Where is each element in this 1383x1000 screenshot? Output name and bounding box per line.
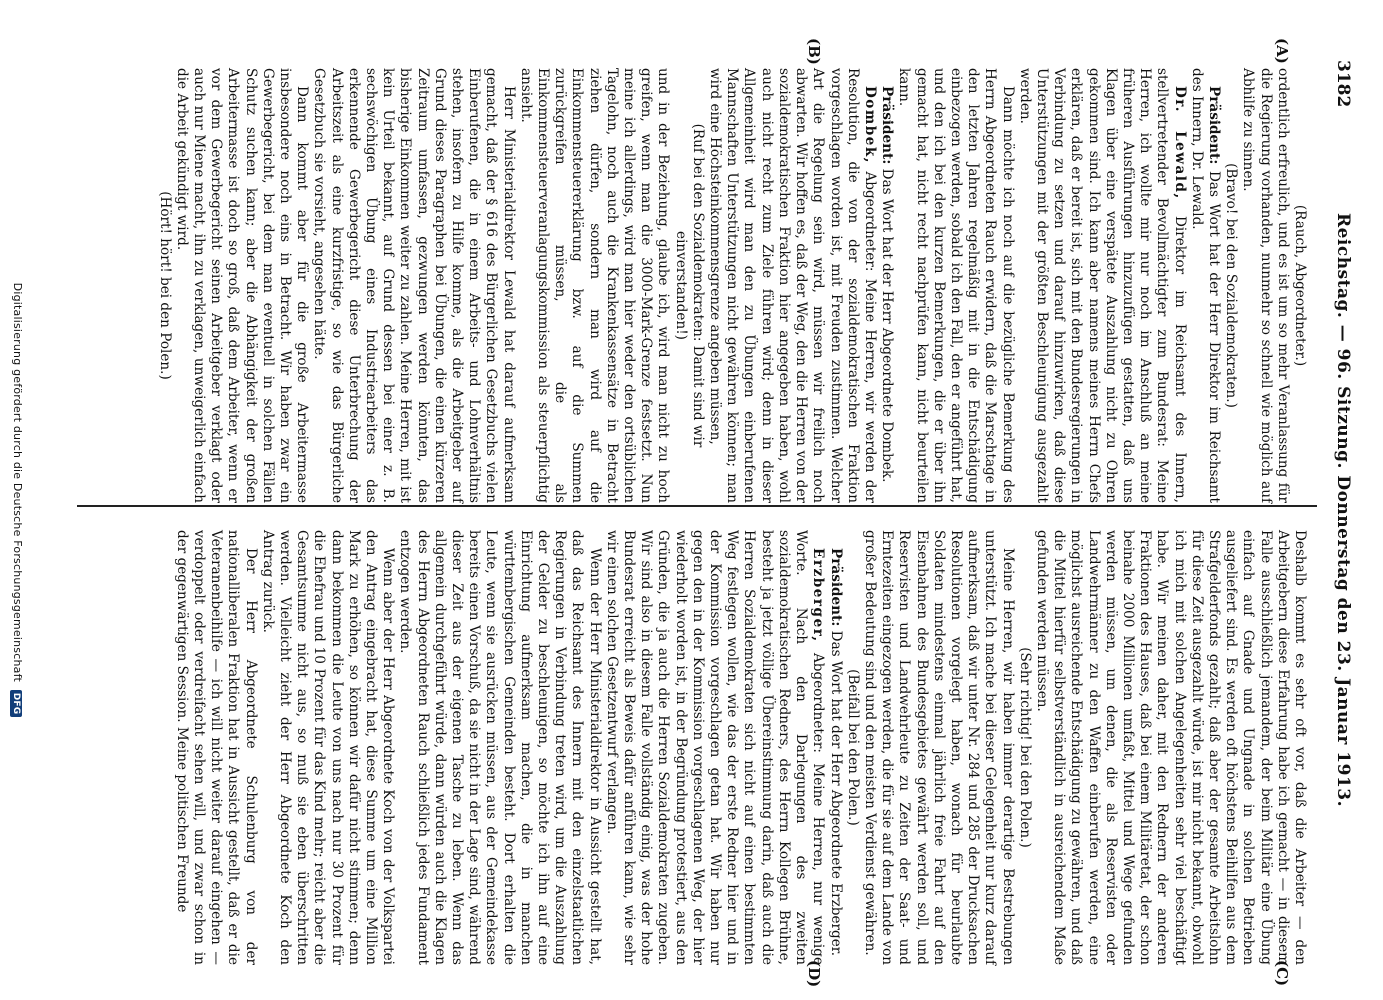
paragraph: Präsident: Das Wort hat der Herr Abgeordnete Dombek. (879, 86, 896, 483)
margin-mark-d: (D) (805, 960, 823, 988)
margin-mark-c: (C) (1273, 960, 1291, 987)
reaction: (Bravo! bei den Sozialdemokraten.) (1223, 163, 1240, 408)
speaker-label: Präsident: (879, 86, 896, 165)
left-column (155, 68, 1308, 503)
paragraph: Herr Ministerialdirektor Lewald hat darauf aufmerksam gemacht, daß der § 616 des Bürgerlichen Gesetzbuchs vielen Einberufenen, die in einem Arbeits- und Lohnverhältnis stehen, insofern zu Hilfe komme, als die Arbeitgeber auf Grund dieses Paragraphen bei Übungen, die einen kürzeren Zeitraum umfassen, gezwungen werden könnten, das bisherige Einkommen weiter zu zahlen. Meine Herren, mit ist kein Urteil bekannt, auf Grund dessen bei einer z. B. sechswöchigen Übung eines Industriearbeiters das erkennende Gewerbegericht diese Unterbrechung der Arbeitszeit als eine kurzfristige, so wie das Bürgerliche Gesetzbuch sie vorsieht, angesehen hätte. (311, 68, 517, 503)
paragraph: Meine Herren, wir haben immer derartige Bestrebungen unterstützt. Ich mache bei dieser Gelegenheit nur kurz darauf aufmerksam, daß wir unter Nr. 284 und 285 der Drucksachen Resolutionen vorgelegt haben, wonach für beurlaubte Soldaten mindestens einmal jährlich freie Fahrt auf den Eisenbahnen des Bundesgebietes gewährt werden soll, und Reservisten und Landwehrleute zu Zeiten der Saat- und Erntezeiten eingezogen werden, die für sie auf dem Lande von großer Bedeutung sind und den meisten Verdienst gewähren. (861, 530, 1016, 965)
right-column (173, 530, 1308, 965)
credit-text: Digitalisierung gefördert durch die Deutsche Forschungsgemeinschaft (11, 282, 24, 682)
speaker-name: Erzberger, (810, 548, 827, 643)
page-number: 3182 (1333, 60, 1353, 108)
paragraph: Dann kommt aber für die große Arbeitermasse insbesondere noch eins in Betracht. Wir haben zwar ein Gewerbegericht, bei dem man eventuell in solchen Fällen Schutz suchen kann; aber die Abhängigkeit der großen Arbeitermasse ist doch so groß, daß dem Arbeiter, wenn er vor dem Gewerbegericht seinen Arbeitgeber verklagt oder auch nur Miene macht, ihn zu verklagen, unweigerlich einfach die Arbeit gekündigt wird. (173, 68, 311, 503)
paragraph: Der Herr Abgeordnete Schulenburg von der nationalliberalen Fraktion hat in Aussicht gestellt, daß er die Veteranenbeihilfe — ich will nicht weiter darauf eingehen — verdoppelt oder verdreifacht sehen will, und zwar schon in der gegenwärtigen Session. Meine politischen Freunde (173, 530, 259, 965)
paragraph: Dann möchte ich noch auf die bezügliche Bemerkung des Herrn Abgeordneten Rauch erwidern, daß die Marschtage in den letzten Jahren regelmäßig mit in die Entschädigung einbezogen werden, sobald ich den Fall, den er angeführt hat, und den ich bei den kurzen Bemerkungen, die er über ihn gemacht hat, nicht recht nachprüfen kann, nicht beurteilen kann. (896, 68, 1016, 503)
digitization-credit (10, 0, 24, 1000)
reaction: (Sehr richtig! bei den Polen.) (1016, 647, 1033, 848)
paragraph: ordentlich erfreulich, und es ist um so mehr Veranlassung für die Regierung vorhanden, nunmehr so schnell wie möglich auf Abhilfe zu sinnen. (1240, 68, 1291, 503)
paragraph: und in der Beziehung, glaube ich, wird man nicht zu hoch greifen, wenn man die 3000-Mark-Grenze festsetzt. Nun meine ich allerdings, wird man hier weder den ortsüblichen Tagelohn, noch auch die Krankenkassensätze in Betracht ziehen dürfen, sondern man wird auf die Einkommensteuererklärung bzw. auf die Summen zurückgreifen müssen, die als Einkommensteuerveranlagungskommission als steuerpflichtig ansieht. (517, 68, 672, 503)
paragraph: Dr. Lewald, Direktor im Reichsamt des Innern, stellvertretender Bevollmächtigter zum Bundesrat: Meine Herren, ich wollte mir nur noch im Anschluß an meine früheren Ausführungen hinzuzufügen gestatten, daß uns Klagen über eine verspätete Auszahlung nicht zu Ohren gekommen sind. Ich kann aber namens meines Herrn Chefs erklären, daß er bereit ist, sich mit den Bundesregierungen in Verbindung zu setzen und darauf hinzuwirken, daß diese Unterstützungen mit der größten Beschleunigung ausgezahlt werden. (1016, 68, 1188, 503)
paragraph: Präsident: Das Wort hat der Herr Abgeordnete Erzberger. (827, 548, 844, 957)
margin-mark-b: (B) (805, 38, 823, 65)
reaction: (Hört! hört! bei den Polen.) (156, 191, 173, 380)
speaker-reference: (Rauch, Abgeordneter.) (1292, 204, 1308, 367)
margin-mark-a: (A) (1273, 38, 1291, 64)
dfg-logo: DFG (10, 690, 22, 718)
paragraph: Erzberger, Abgeordneter: Meine Herren, nur wenige Worte. Nach den Darlegungen des zweiten sozialdemokratischen Redners, des Herrn Kollegen Brühne, besteht ja jetzt völlige Übereinstimmung darin, daß auch die Herren Sozialdemokraten sich nicht auf einen bestimmten Weg festlegen wollen, wie das der erste Redner hier und in der Kommission vorgeschlagen getan hat. Wir haben nur gegen den in der Kommission vorgeschlagenen Weg, der hier wiederholt worden ist, in der Begründung protestiert, aus den Gründen, die ja auch die Herren Sozialdemokraten zugeben. Wir sind also in diesem Falle vollständig einig, was der hohe Bundesrat erreicht als Beweis dafür anführen kann, wie sehr wir einen solchen Gesetzentwurf verlangen. (603, 530, 827, 966)
speaker-label: Präsident: (1205, 86, 1222, 165)
paragraph: Dombek, Abgeordneter: Meine Herren, wir werden der Resolution, die von der sozialdemokratischen Fraktion vorgeschlagen worden ist, mit Freuden zustimmen. Welcher Art die Regelung sein wird, müssen wir freilich noch abwarten. Wir hoffen es, daß der Weg, den die Herren von der sozialdemokratischen Fraktion hier angegeben haben, wohl auch nicht recht zum Ziele führen wird; denn in dieser Allgemeinheit wird man den zu Übungen einberufenen Mannschaften Unterstützungen nicht gewähren können; man wird eine Höchsteinkommensgrenze angeben müssen, (707, 68, 878, 503)
speaker-label: Präsident: (827, 548, 844, 627)
reaction: (Ruf bei den Sozialdemokraten: Damit sind wir einverstanden!) (672, 123, 706, 448)
paragraph: Präsident: Das Wort hat der Herr Direktor im Reichsamt des Innern, Dr. Lewald. (1188, 68, 1222, 503)
speaker-name: Dombek, (861, 86, 878, 165)
paragraph: Wenn der Herr Ministerialdirektor in Aussicht gestellt hat, daß das Reichsamt des Innern mit den einzelstaatlichen Regierungen in Verbindung treten wird, um die Auszahlung der Gelder zu beschleunigen, so möchte ich ihn auf eine Einrichtung aufmerksam machen, die in manchen württembergischen Gemeinden besteht. Dort erhalten die Leute, wenn sie ausrücken müssen, aus der Gemeindekasse bereits einen Vorschuß, da sie nicht in der Lage sind, während dieser Zeit aus der eigenen Tasche zu leben. Wenn das allgemein durchgeführt würde, dann würden auch die Klagen des Herrn Abgeordneten Rauch schließlich jedes Fundament entzogen werden. (397, 530, 603, 965)
column-divider (77, 505, 1317, 507)
page-title: Reichstag. — 96. Sitzung. Donnerstag den 23. Januar 1913. (1333, 212, 1353, 808)
speaker-name: Dr. Lewald, (1171, 86, 1188, 200)
paragraph: Deshalb kommt es sehr oft vor, daß die Arbeiter — den Arbeitgebern diese Erfahrung habe ich gemacht — in diesem Falle ausschließlich jemandem, der beim Militär eine Übung einfach auf Gnade und Ungnade in solchen Betrieben ausgeliefert sind. Es werden oft höchstens Beihilfen aus dem Strafgelderfonds gezahlt; daß aber der gesamte Arbeitslohn für diese Zeit ausgezahlt würde, ist mir nicht bekannt, obwohl ich mich mit solchen Angelegenheiten sehr viel beschäftigt habe. Wir meinen daher, mit den Rednern der anderen Fraktionen des Hauses, daß bei einem Militäretat, der schon beinahe 2000 Millionen umfaßt, Mittel und Wege gefunden werden müssen, um denen, die als Reservisten oder Landwehrmänner zu den Waffen einberufen werden, eine möglichst ausreichende Entschädigung zu gewähren, und daß die Mittel hierfür selbstverständlich in ausreichendem Maße gefunden werden müssen. (1033, 530, 1308, 965)
reaction: (Beifall bei den Polen.) (844, 669, 861, 826)
page-header (1323, 60, 1353, 960)
paragraph: Wenn aber der Herr Abgeordnete Koch von der Volkspartei den Antrag eingebracht hat, diese Summe um eine Million Mark zu erhöhen, so können wir dafür nicht stimmen; denn dann bekommen die Leute von uns nach nur 30 Prozent für die Ehefrau und 10 Prozent für das Kind mehr; reicht aber die Gesamtsumme nicht aus, so muß sie eben überschritten werden. Vielleicht zieht der Herr Abgeordnete Koch den Antrag zurück. (259, 530, 397, 965)
